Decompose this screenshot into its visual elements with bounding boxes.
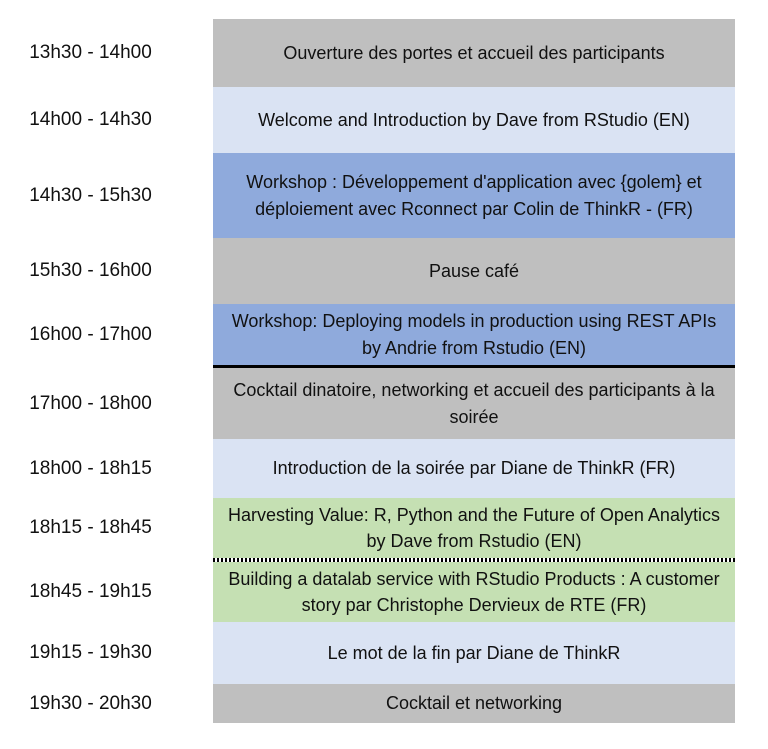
event-cell: Le mot de la fin par Diane de ThinkR — [213, 622, 735, 684]
time-label: 15h30 - 16h00 — [29, 260, 152, 281]
event-cell: Workshop: Deploying models in production using REST APIs by Andrie from Rstudio (EN) — [213, 304, 735, 365]
time-label: 18h45 - 19h15 — [29, 581, 152, 602]
time-label: 14h30 - 15h30 — [29, 184, 152, 206]
schedule-row — [0, 153, 768, 238]
schedule-row — [0, 439, 768, 498]
event-cell: Introduction de la soirée par Diane de ThinkR (FR) — [213, 439, 735, 498]
event-cell: Pause café — [213, 238, 735, 304]
schedule-row — [0, 304, 768, 365]
event-cell: Welcome and Introduction by Dave from RStudio (EN) — [213, 87, 735, 153]
event-cell: Workshop : Développement d'application avec {golem} et déploiement avec Rconnect par Colin de ThinkR - (FR) — [213, 153, 735, 238]
event-cell: Building a datalab service with RStudio Products : A customer story par Christophe Dervieux de RTE (FR) — [213, 562, 735, 622]
time-label: 19h15 - 19h30 — [29, 642, 152, 663]
time-label: 18h15 - 18h45 — [29, 517, 152, 538]
schedule-row — [0, 238, 768, 304]
time-label: 16h00 - 17h00 — [29, 323, 152, 345]
time-label: 17h00 - 18h00 — [29, 392, 152, 414]
time-label: 19h30 - 20h30 — [29, 692, 152, 714]
time-label: 14h00 - 14h30 — [29, 109, 152, 130]
schedule-row — [0, 87, 768, 153]
event-cell: Ouverture des portes et accueil des participants — [213, 19, 735, 87]
event-cell: Cocktail dinatoire, networking et accueil des participants à la soirée — [213, 368, 735, 439]
event-cell: Harvesting Value: R, Python and the Future of Open Analytics by Dave from Rstudio (EN) — [213, 498, 735, 558]
schedule-row — [0, 684, 768, 723]
schedule-row — [0, 562, 768, 622]
time-label: 13h30 - 14h00 — [29, 42, 152, 63]
event-cell: Cocktail et networking — [213, 684, 735, 723]
schedule-row — [0, 19, 768, 87]
schedule-row — [0, 622, 768, 684]
schedule-row — [0, 498, 768, 558]
time-label: 18h00 - 18h15 — [29, 457, 152, 479]
schedule-row — [0, 368, 768, 439]
